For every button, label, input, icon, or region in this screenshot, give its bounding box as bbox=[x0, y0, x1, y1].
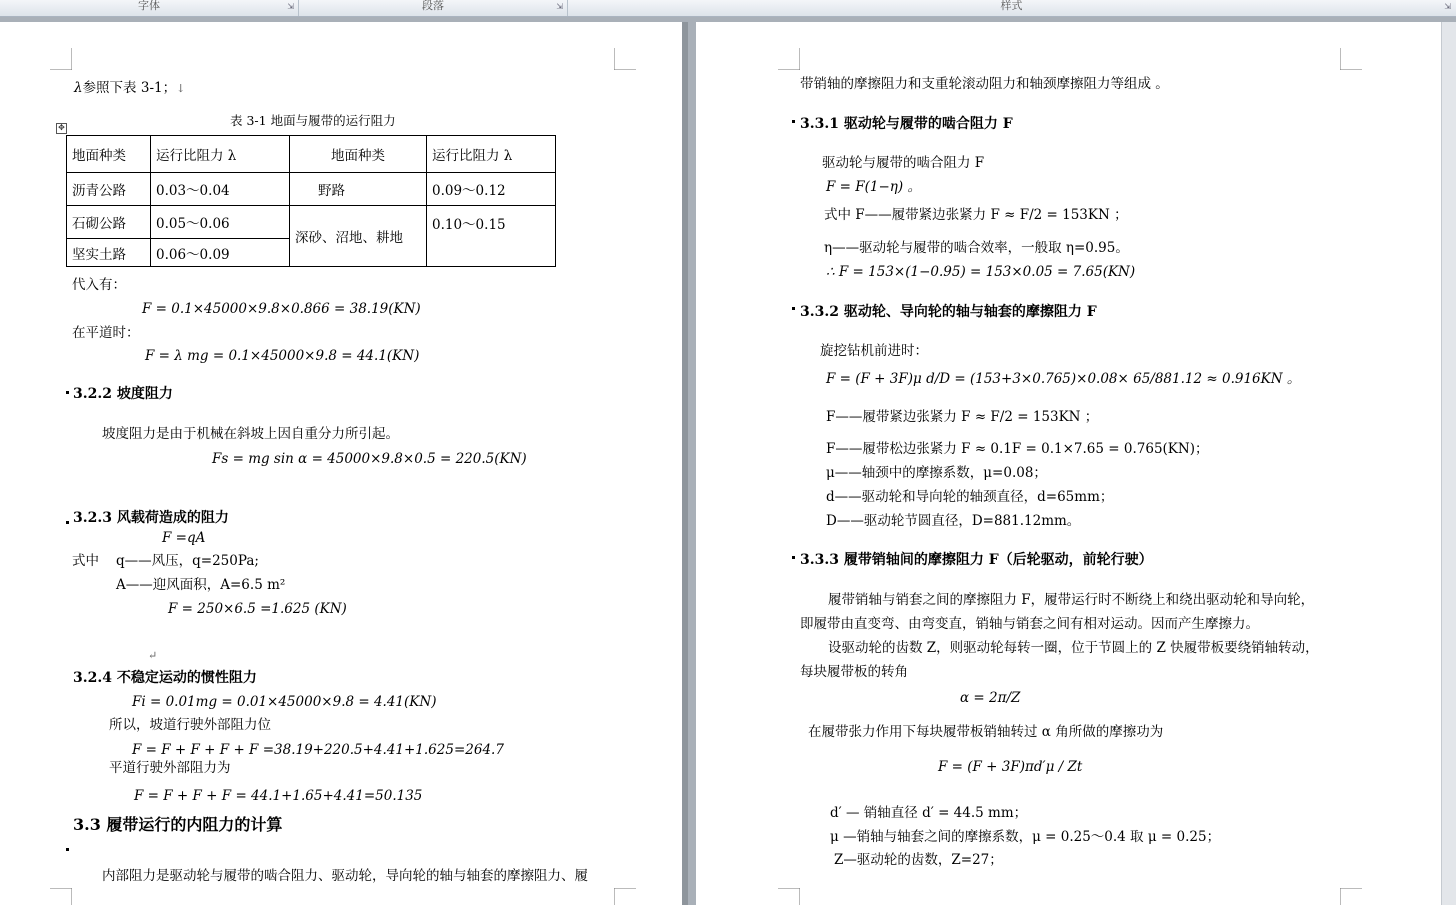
dialog-launcher-icon[interactable]: ⇲ bbox=[556, 2, 563, 11]
paragraph: 设驱动轮的齿数 Z，则驱动轮每转一圈，位于节圆上的 Z 快履带板要绕销轴转动， bbox=[828, 640, 1319, 656]
paragraph: 每块履带板的转角 bbox=[800, 664, 908, 680]
paragraph: 内部阻力是驱动轮与履带的啮合阻力、驱动轮，导向轮的轴与轴套的摩擦阻力、履 bbox=[102, 868, 588, 884]
equation: F——履带紧边张紧力 F ≈ F/2 = 153KN ； bbox=[826, 409, 1099, 425]
dialog-launcher-icon[interactable]: ⇲ bbox=[287, 2, 294, 11]
crop-mark-icon bbox=[1340, 48, 1362, 70]
table-cell: 沥青公路 bbox=[67, 173, 151, 206]
table-header-cell: 地面种类 bbox=[67, 136, 151, 173]
ribbon-group-font-label: 字体 bbox=[138, 0, 160, 12]
section-heading: 3.3.2 驱动轮、导向轮的轴与轴套的摩擦阻力 F bbox=[800, 304, 1097, 320]
equation: F = (F + 3F)μ d/D = (153+3×0.765)×0.08× 65/881.12 ≈ 0.916KN 。 bbox=[826, 371, 1301, 387]
text-line: 旋挖钻机前进时： bbox=[820, 343, 928, 359]
text-line: q——风压，q=250Pa; bbox=[116, 553, 259, 569]
heading-bullet bbox=[66, 848, 69, 851]
table-header-cell: 运行比阻力 λ bbox=[151, 136, 290, 173]
table-header-cell: 地面种类 bbox=[290, 136, 427, 173]
equation: F = λ mg = 0.1×45000×9.8 = 44.1(KN) bbox=[145, 348, 420, 364]
equation: α = 2π/Z bbox=[960, 690, 1021, 706]
equation: F =qA bbox=[162, 530, 206, 546]
ribbon-group-styles-label: 样式 bbox=[1000, 0, 1023, 12]
text-line: 驱动轮与履带的啮合阻力 F bbox=[822, 155, 985, 171]
section-heading: 3.2.4 不稳定运动的惯性阻力 bbox=[73, 670, 257, 686]
equation: Fs = mg sin α = 45000×9.8×0.5 = 220.5(KN) bbox=[212, 451, 527, 467]
heading-bullet bbox=[792, 120, 795, 123]
text-line: λ参照下表 3-1；↓ bbox=[74, 80, 186, 96]
section-heading: 3.3.1 驱动轮与履带的啮合阻力 F bbox=[800, 116, 1013, 132]
equation: F = 250×6.5 =1.625 (KN) bbox=[168, 601, 347, 617]
ribbon-group-font[interactable] bbox=[0, 0, 299, 16]
heading-bullet bbox=[792, 307, 795, 310]
equation: μ——轴颈中的摩擦系数，μ=0.08； bbox=[826, 465, 1047, 481]
paragraph: 坡度阻力是由于机械在斜坡上因自重分力所引起。 bbox=[102, 426, 399, 442]
text-line: 式中 bbox=[72, 553, 99, 569]
document-page-left[interactable] bbox=[0, 22, 682, 905]
table-cell: 0.05～0.06 bbox=[151, 206, 290, 239]
ribbon-group-styles[interactable] bbox=[568, 0, 1455, 16]
equation: μ —销轴与轴套之间的摩擦系数，μ = 0.25～0.4 取 μ = 0.25； bbox=[830, 829, 1221, 845]
equation: F = F + F + F + F =38.19+220.5+4.41+1.625=264.7 bbox=[132, 742, 504, 758]
table-header-cell: 运行比阻力 λ bbox=[427, 136, 556, 173]
table-cell: 野路 bbox=[290, 173, 427, 206]
equation: F = F + F + F = 44.1+1.65+4.41=50.135 bbox=[134, 788, 423, 804]
paragraph: 在履带张力作用下每块履带板销轴转过 α 角所做的摩擦功为 bbox=[808, 724, 1164, 740]
equation: d′ — 销轴直径 d′ = 44.5 mm； bbox=[830, 805, 1028, 821]
table-cell: 坚实土路 bbox=[67, 239, 151, 267]
ribbon-bar bbox=[0, 0, 1456, 17]
paragraph: 带销轴的摩擦阻力和支重轮滚动阻力和轴颈摩擦阻力等组成 。 bbox=[800, 76, 1169, 92]
ribbon-group-paragraph[interactable] bbox=[299, 0, 568, 16]
table-cell: 0.09～0.12 bbox=[427, 173, 556, 206]
section-heading: 3.3.3 履带销轴间的摩擦阻力 F（后轮驱动，前轮行驶） bbox=[800, 552, 1153, 568]
section-heading: 3.3 履带运行的内阻力的计算 bbox=[73, 815, 283, 834]
text-line: 在平道时： bbox=[72, 325, 140, 341]
equation: F = (F + 3F)πd′μ / Zt bbox=[938, 759, 1083, 775]
text-line: 平道行驶外部阻力为 bbox=[109, 760, 231, 776]
paragraph: 即履带由直变弯、由弯变直，销轴与销套之间有相对运动。因而产生摩擦力。 bbox=[800, 616, 1259, 632]
section-heading: 3.2.2 坡度阻力 bbox=[73, 386, 173, 402]
equation: F——履带松边张紧力 F ≈ 0.1F = 0.1×7.65 = 0.765(KN)； bbox=[826, 441, 1209, 457]
equation: ∴ F = 153×(1−0.95) = 153×0.05 = 7.65(KN) bbox=[826, 264, 1136, 280]
dialog-launcher-icon[interactable]: ⇲ bbox=[1444, 2, 1451, 11]
paragraph-mark: ↵ bbox=[148, 649, 158, 662]
table-cell: 0.03～0.04 bbox=[151, 173, 290, 206]
text-line: 代入有： bbox=[72, 277, 126, 293]
crop-mark-icon bbox=[1340, 888, 1362, 905]
crop-mark-icon bbox=[778, 48, 800, 70]
table-cell: 0.06～0.09 bbox=[151, 239, 290, 267]
table-cell: 石砌公路 bbox=[67, 206, 151, 239]
equation: F = F(1−η) 。 bbox=[826, 179, 921, 195]
ribbon-group-paragraph-label: 段落 bbox=[422, 0, 444, 12]
equation: η——驱动轮与履带的啮合效率，一般取 η=0.95。 bbox=[824, 240, 1129, 256]
heading-bullet bbox=[66, 391, 69, 394]
vertical-scrollbar[interactable] bbox=[1441, 22, 1456, 905]
table-caption: 表 3-1 地面与履带的运行阻力 bbox=[230, 113, 396, 128]
table-cell: 深砂、沼地、耕地 bbox=[290, 206, 427, 267]
paragraph: 履带销轴与销套之间的摩擦阻力 F，履带运行时不断绕上和绕出驱动轮和导向轮， bbox=[828, 592, 1315, 608]
crop-mark-icon bbox=[778, 888, 800, 905]
equation: Z—驱动轮的齿数，Z=27； bbox=[834, 852, 1003, 868]
text-line: 所以，坡道行驶外部阻力位 bbox=[109, 717, 271, 733]
crop-mark-icon bbox=[50, 888, 72, 905]
crop-mark-icon bbox=[614, 888, 636, 905]
table-move-handle-icon[interactable]: ✥ bbox=[56, 123, 67, 134]
equation: D——驱动轮节圆直径，D=881.12mm。 bbox=[826, 513, 1081, 529]
document-page-right[interactable] bbox=[696, 22, 1442, 905]
crop-mark-icon bbox=[614, 48, 636, 70]
equation: 式中 F——履带紧边张紧力 F ≈ F/2 = 153KN ； bbox=[824, 207, 1128, 223]
page-gap bbox=[682, 22, 688, 905]
heading-bullet bbox=[792, 556, 795, 559]
equation: F = 0.1×45000×9.8×0.866 = 38.19(KN) bbox=[142, 301, 421, 317]
section-heading: 3.2.3 风载荷造成的阻力 bbox=[73, 510, 229, 526]
resistance-table bbox=[66, 135, 556, 267]
text-line: A——迎风面积，A=6.5 m² bbox=[116, 577, 286, 593]
crop-mark-icon bbox=[50, 48, 72, 70]
heading-bullet bbox=[66, 521, 69, 524]
equation: Fi = 0.01mg = 0.01×45000×9.8 = 4.41(KN) bbox=[132, 694, 437, 710]
equation: d——驱动轮和导向轮的轴颈直径，d=65mm； bbox=[826, 489, 1114, 505]
table-cell: 0.10～0.15 bbox=[427, 206, 556, 267]
